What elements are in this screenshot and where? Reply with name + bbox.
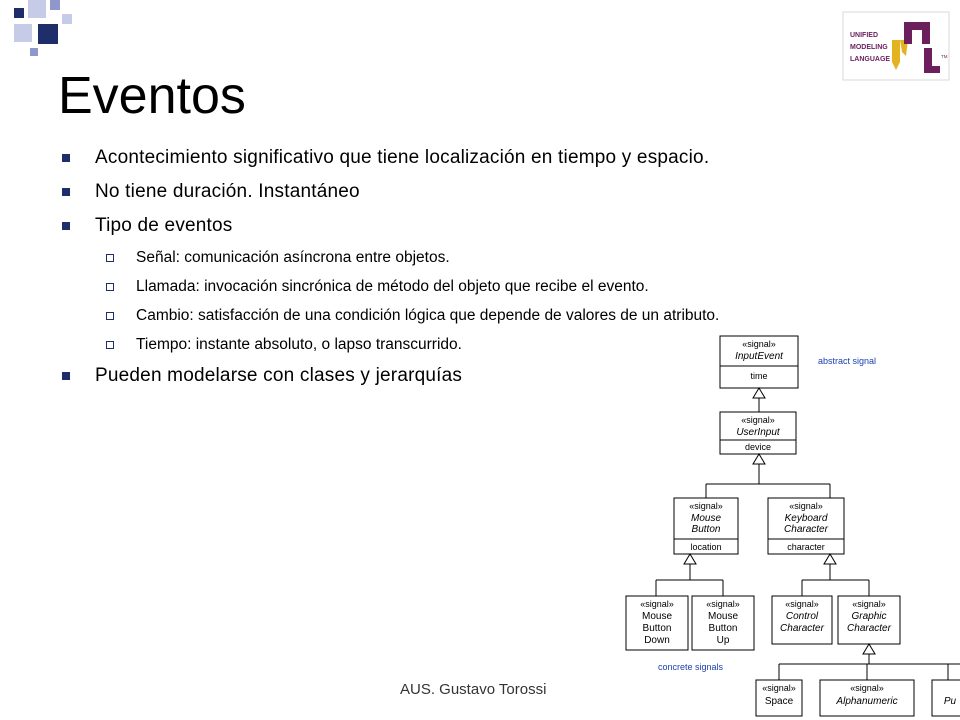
- bullet-text: Acontecimiento significativo que tiene localización en tiempo y espacio.: [95, 147, 710, 168]
- decor-square: [30, 48, 38, 56]
- stereotype-label: «signal»: [852, 599, 886, 609]
- class-name: UserInput: [736, 427, 780, 438]
- decor-square: [50, 0, 60, 10]
- sub-bullet-item: [60, 306, 920, 326]
- signal-hierarchy-diagram: [620, 334, 960, 720]
- footer-author: AUS. Gustavo Torossi: [400, 681, 547, 698]
- hollow-square-bullet-icon: [106, 254, 114, 262]
- square-bullet-icon: [62, 188, 70, 196]
- class-name: Character: [847, 623, 891, 634]
- stereotype-label: «signal»: [850, 683, 884, 693]
- decor-square: [38, 24, 58, 44]
- class-name: Button: [708, 623, 738, 634]
- svg-text:LANGUAGE: LANGUAGE: [850, 56, 891, 63]
- class-name: Character: [780, 623, 824, 634]
- hollow-square-bullet-icon: [106, 341, 114, 349]
- svg-text:UNIFIED: UNIFIED: [850, 32, 878, 39]
- class-name: Character: [784, 524, 828, 535]
- class-name: Keyboard: [784, 513, 828, 524]
- decor-square: [62, 14, 72, 24]
- class-name: Alphanumeric: [836, 696, 898, 707]
- bullet-item: [60, 146, 920, 170]
- svg-text:MODELING: MODELING: [850, 44, 888, 51]
- bullet-text: No tiene duración. Instantáneo: [95, 181, 360, 202]
- stereotype-label: «signal»: [785, 599, 819, 609]
- svg-text:TM: TM: [941, 54, 948, 59]
- decor-square: [14, 8, 24, 18]
- class-name: Mouse: [707, 611, 739, 622]
- abstract-signal-label: abstract signal: [818, 356, 877, 366]
- bullet-item: [60, 180, 920, 204]
- stereotype-label: «signal»: [742, 339, 776, 349]
- class-name: Button: [691, 524, 721, 535]
- class-attribute: character: [787, 542, 825, 552]
- square-bullet-icon: [62, 372, 70, 380]
- class-attribute: location: [690, 542, 722, 552]
- bullet-item: [60, 214, 920, 238]
- class-attribute: time: [750, 371, 768, 381]
- slide-title: Eventos: [58, 67, 246, 125]
- decor-square: [14, 24, 32, 42]
- sub-bullet-item: [60, 248, 920, 268]
- stereotype-label: «signal»: [640, 599, 674, 609]
- stereotype-label: «signal»: [789, 501, 823, 511]
- hollow-square-bullet-icon: [106, 283, 114, 291]
- stereotype-label: «signal»: [689, 501, 723, 511]
- sub-bullet-text: Llamada: invocación sincrónica de método del objeto que recibe el evento.: [136, 278, 649, 295]
- stereotype-label: «signal»: [762, 683, 796, 693]
- sub-bullet-text: Cambio: satisfacción de una condición lógica que depende de valores de un atributo.: [136, 307, 720, 324]
- class-attribute: device: [744, 442, 772, 452]
- class-name: Up: [716, 635, 730, 646]
- bullet-text: Tipo de eventos: [95, 215, 233, 236]
- class-name: Space: [764, 696, 794, 707]
- sub-bullet-item: [60, 277, 920, 297]
- class-name: InputEvent: [735, 351, 783, 362]
- stereotype-label: «signal»: [706, 599, 740, 609]
- concrete-signals-label: concrete signals: [658, 662, 724, 672]
- class-name: Control: [785, 611, 819, 622]
- sub-bullet-text: Señal: comunicación asíncrona entre objetos.: [136, 249, 450, 266]
- stereotype-label: «signal»: [741, 415, 775, 425]
- class-name: Pu: [943, 696, 957, 707]
- class-name: Button: [642, 623, 672, 634]
- decor-square: [28, 0, 46, 18]
- square-bullet-icon: [62, 154, 70, 162]
- sub-bullet-text: Tiempo: instante absoluto, o lapso transcurrido.: [136, 336, 462, 353]
- square-bullet-icon: [62, 222, 70, 230]
- hollow-square-bullet-icon: [106, 312, 114, 320]
- uml-logo: [840, 10, 952, 82]
- class-name: Mouse: [641, 611, 673, 622]
- class-name: Down: [644, 635, 670, 646]
- bullet-text: Pueden modelarse con clases y jerarquías: [95, 365, 463, 386]
- class-name: Mouse: [690, 513, 722, 524]
- class-name: Graphic: [851, 611, 887, 622]
